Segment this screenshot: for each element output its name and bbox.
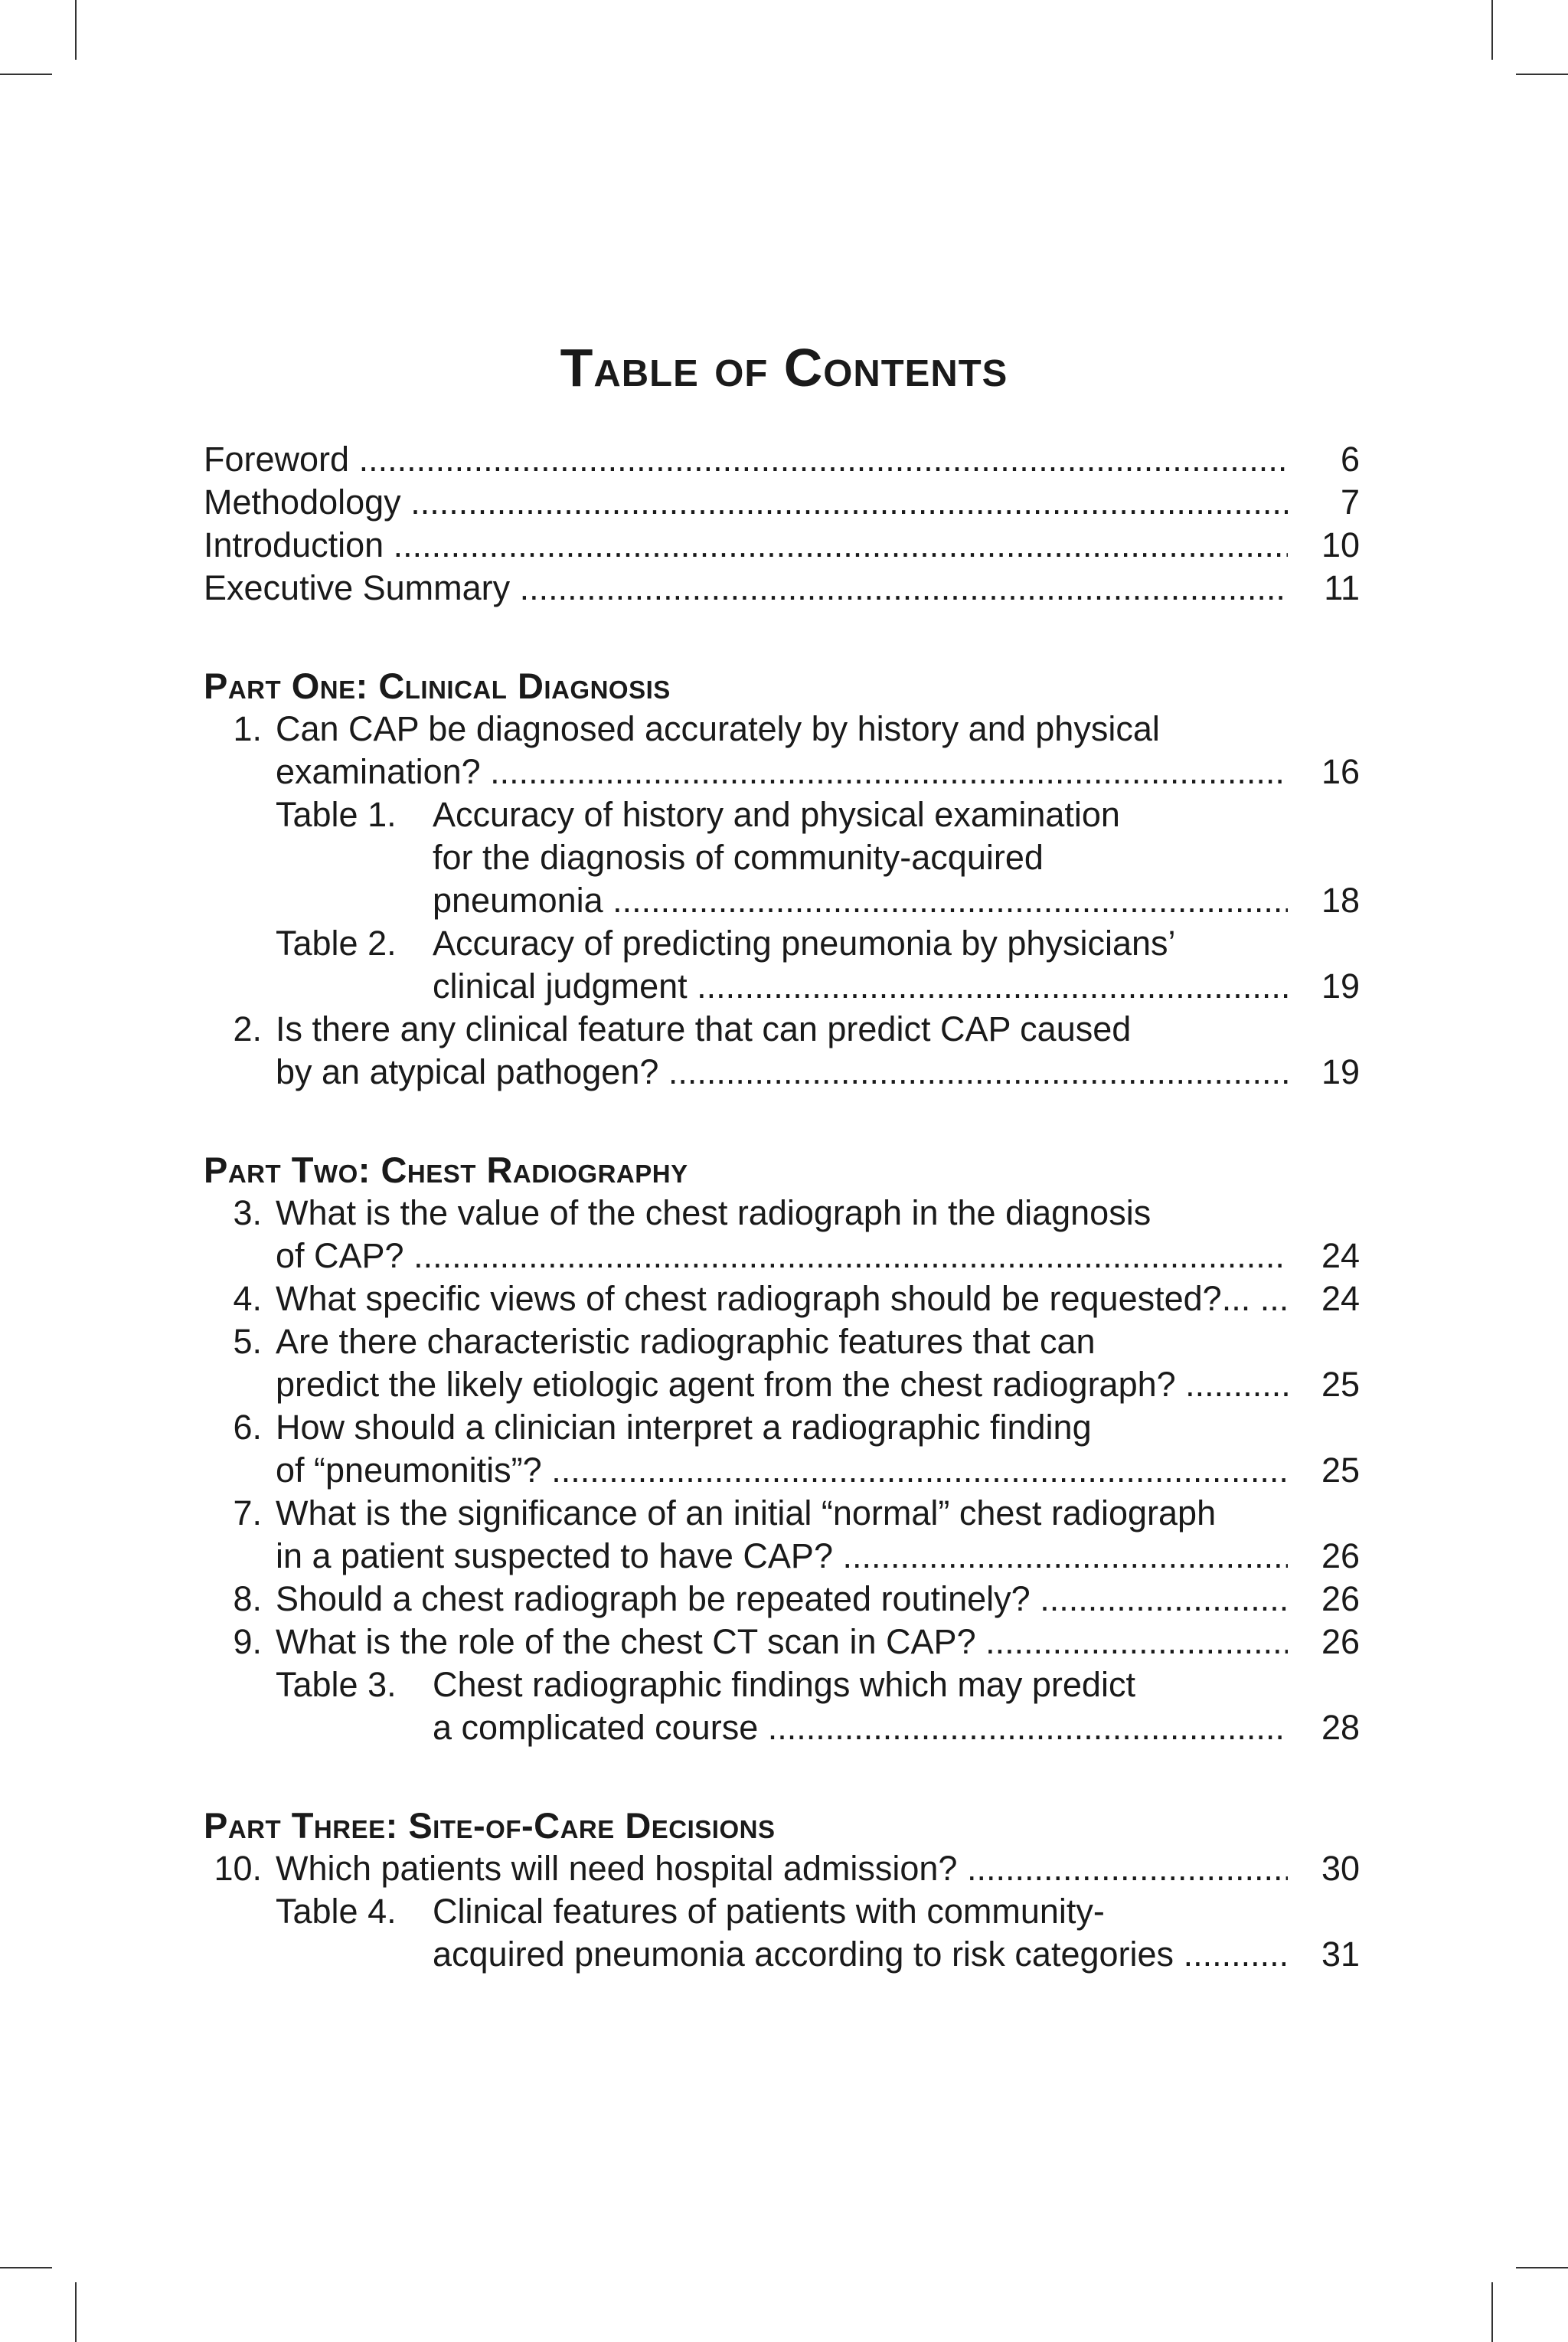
entry-text: examination? ..... (276, 751, 1288, 793)
entry-text: Should a chest radiograph be repeated routinely? ..... (276, 1578, 1288, 1621)
entry-text: Are there characteristic radiographic features that can (276, 1322, 1096, 1361)
page-number: 26 (1321, 1622, 1360, 1661)
toc-entry[interactable] (204, 1320, 1360, 1363)
page-number: 6 (1340, 440, 1360, 479)
page-number: 26 (1321, 1536, 1360, 1575)
page-number: 28 (1321, 1708, 1360, 1747)
question-number: 7. (233, 1493, 262, 1532)
entry-text: of “pneumonitis”? ..... (276, 1449, 1288, 1492)
entry-label: Foreword ..... (204, 438, 1288, 481)
entry-text: Accuracy of history and physical examination (433, 795, 1120, 834)
entry-text: pneumonia ..... (433, 879, 1288, 922)
page-number: 7 (1340, 482, 1360, 522)
toc-entry[interactable] (204, 567, 1360, 610)
entry-text: for the diagnosis of community-acquired (433, 838, 1044, 877)
entry-text: clinical judgment ..... (433, 965, 1288, 1008)
page-number: 25 (1321, 1451, 1360, 1490)
toc-entry-continuation (204, 965, 1360, 1008)
toc-entry[interactable] (204, 1277, 1360, 1320)
toc-entry-continuation (204, 1933, 1360, 1976)
page-number: 26 (1321, 1579, 1360, 1618)
page-number: 19 (1321, 1052, 1360, 1091)
toc-entry-continuation (204, 1235, 1360, 1277)
toc-entry[interactable] (204, 1578, 1360, 1621)
entry-text: Which patients will need hospital admission? ..... (276, 1847, 1288, 1890)
question-number: 10. (214, 1849, 262, 1888)
entry-text: Accuracy of predicting pneumonia by physicians’ (433, 924, 1176, 963)
toc-entry[interactable] (204, 1492, 1360, 1535)
entry-label: Introduction ..... (204, 524, 1288, 567)
crop-mark (75, 2282, 77, 2342)
crop-mark (1491, 0, 1493, 60)
entry-label: Methodology ..... (204, 481, 1288, 524)
entry-text: by an atypical pathogen? ..... (276, 1051, 1288, 1094)
toc-entry[interactable] (204, 1406, 1360, 1449)
toc-entry-continuation (204, 1706, 1360, 1749)
front-matter-list (204, 438, 1360, 610)
toc-entry-continuation (204, 1449, 1360, 1492)
page-title: Table of Contents (560, 338, 1008, 397)
entry-text: acquired pneumonia according to risk categories ..... (433, 1933, 1288, 1976)
question-number: 8. (233, 1579, 262, 1618)
crop-mark (1516, 2267, 1568, 2268)
entry-text: of CAP? ..... (276, 1235, 1288, 1277)
question-number: 9. (233, 1622, 262, 1661)
entry-text: What specific views of chest radiograph should be requested?... ..... (276, 1277, 1288, 1320)
entry-label: Executive Summary ..... (204, 567, 1288, 610)
entry-text: What is the value of the chest radiograph in the diagnosis (276, 1193, 1152, 1232)
toc-entry[interactable] (204, 481, 1360, 524)
toc-entry-continuation (204, 1535, 1360, 1578)
toc-entry-continuation (204, 751, 1360, 793)
page-number: 24 (1321, 1236, 1360, 1275)
page-number: 18 (1321, 881, 1360, 920)
page-number: 10 (1321, 525, 1360, 564)
entry-text: How should a clinician interpret a radiographic finding (276, 1408, 1092, 1447)
toc-entry-continuation (204, 836, 1360, 879)
toc-entry[interactable] (204, 1008, 1360, 1051)
question-number: 5. (233, 1322, 262, 1361)
toc-entry[interactable] (204, 708, 1360, 751)
table-number: Table 2. (276, 924, 397, 963)
question-number: 1. (233, 709, 262, 748)
entry-text: Chest radiographic findings which may predict (433, 1665, 1135, 1704)
entry-text: What is the significance of an initial “normal” chest radiograph (276, 1493, 1217, 1532)
question-number: 6. (233, 1408, 262, 1447)
question-number: 3. (233, 1193, 262, 1232)
table-of-contents (204, 438, 1360, 1976)
table-number: Table 4. (276, 1892, 397, 1931)
part-heading: Part Two: Chest Radiography (204, 1150, 688, 1190)
page-number: 19 (1321, 967, 1360, 1006)
toc-entry[interactable] (204, 1192, 1360, 1235)
page-number: 16 (1321, 752, 1360, 791)
toc-entry[interactable] (204, 1663, 1360, 1706)
page-number: 24 (1321, 1279, 1360, 1318)
page-number: 30 (1321, 1849, 1360, 1888)
toc-entry[interactable] (204, 1847, 1360, 1890)
toc-entry[interactable] (204, 793, 1360, 836)
entry-text: Clinical features of patients with community- (433, 1892, 1105, 1931)
crop-mark (0, 2267, 52, 2268)
page-number: 25 (1321, 1365, 1360, 1404)
question-number: 2. (233, 1009, 262, 1048)
crop-mark (1491, 2282, 1493, 2342)
toc-entry[interactable] (204, 1890, 1360, 1933)
crop-mark (75, 0, 77, 60)
crop-mark (0, 74, 52, 75)
toc-entry-continuation (204, 879, 1360, 922)
toc-entry[interactable] (204, 524, 1360, 567)
entry-text: a complicated course ..... (433, 1706, 1288, 1749)
entry-text: Can CAP be diagnosed accurately by history and physical (276, 709, 1160, 748)
toc-entry-continuation (204, 1051, 1360, 1094)
page-number: 11 (1324, 568, 1360, 607)
toc-entry[interactable] (204, 1621, 1360, 1663)
entry-text: Is there any clinical feature that can predict CAP caused (276, 1009, 1132, 1048)
entry-text: What is the role of the chest CT scan in CAP? ..... (276, 1621, 1288, 1663)
toc-entry-continuation (204, 1363, 1360, 1406)
page-number: 31 (1321, 1935, 1360, 1974)
part-heading: Part Three: Site-of-Care Decisions (204, 1805, 776, 1846)
crop-mark (1516, 74, 1568, 75)
question-number: 4. (233, 1279, 262, 1318)
table-number: Table 3. (276, 1665, 397, 1704)
entry-text: in a patient suspected to have CAP? ..... (276, 1535, 1288, 1578)
toc-entry[interactable] (204, 438, 1360, 481)
toc-entry[interactable] (204, 922, 1360, 965)
table-number: Table 1. (276, 795, 397, 834)
entry-text: predict the likely etiologic agent from the chest radiograph? ..... (276, 1363, 1288, 1406)
parts-list (204, 665, 1360, 1976)
part-heading: Part One: Clinical Diagnosis (204, 666, 671, 706)
